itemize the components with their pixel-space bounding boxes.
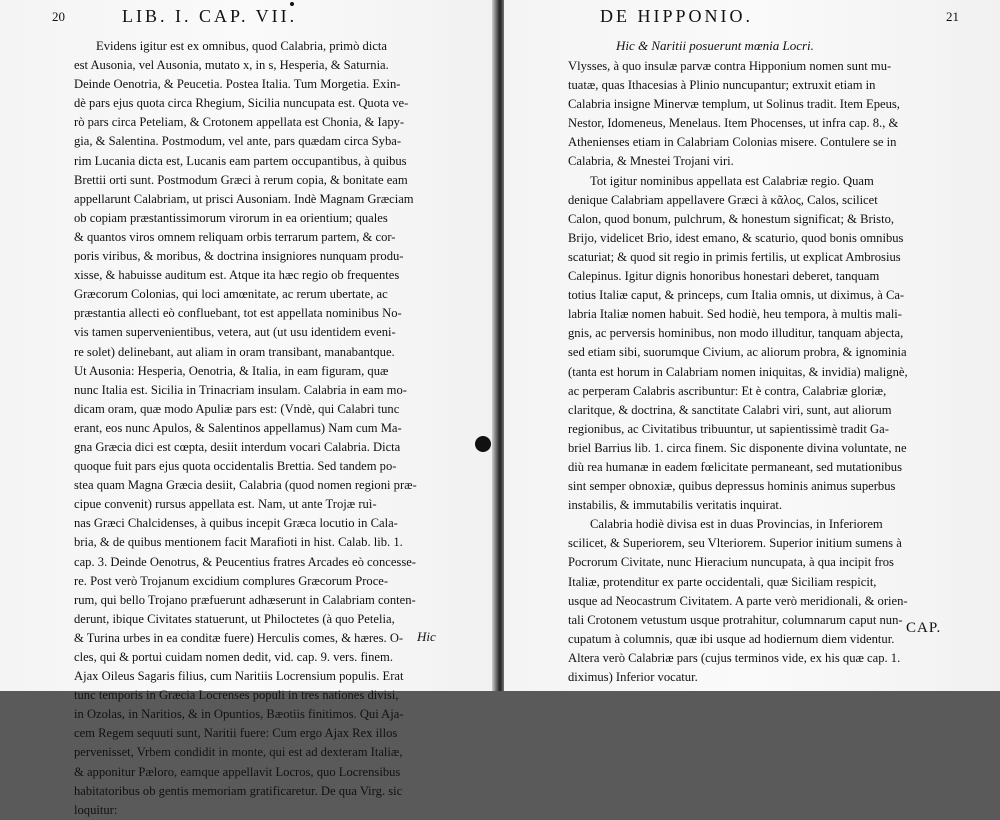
text-line: Vlysses, à quo insulæ parvæ contra Hipponium nomen sunt mu- — [568, 59, 892, 73]
text-line: erant, eos nunc Apulos, & Salentinos appellamus) Nam cum Ma- — [74, 420, 402, 435]
text-line: Calabria insigne Minervæ templum, ut Solinus tradit. Item Epeus, — [568, 97, 900, 112]
text-line: briel Barrius lib. 1. circa finem. Sic disponente divina voluntate, ne — [568, 440, 907, 455]
text-line: usque ad Neocastrum Civitatem. A parte verò meridionali, & orien- — [568, 593, 908, 608]
text-line: Brijo, videlicet Brio, idest emano, & scaturio, quod bonis omnibus — [568, 230, 904, 245]
text-line: dè pars ejus quota circa Rhegium, Sicilia nuncupata est. Quota ve- — [74, 96, 409, 111]
text-line: claritque, & doctrina, & sanctitate Calabri viri, sunt, aut aliorum — [568, 402, 892, 417]
text-line: Nestor, Idomeneus, Menelaus. Item Phocenses, ut infra cap. 8., & — [568, 116, 899, 131]
text-line: cipue convenit) rursus appellata est. Nam, ut ante Trojæ ruì- — [74, 497, 377, 512]
text-line: Deinde Oenotria, & Peucetia. Postea Italia. Tum Morgetia. Exin- — [74, 77, 401, 92]
text-line: rum, qui bello Trojano præfuerunt adhæserunt in Calabriam conten- — [74, 592, 416, 607]
text-line: pervenisset, Vrbem condidit in monte, qui est ad dexteram Italiæ, — [74, 745, 403, 760]
ink-speck — [290, 2, 294, 6]
text-line: tuatæ, quas Ithacesias à Plinio nuncupantur; extruxit etiam in — [568, 78, 876, 93]
text-line: Calon, quod bonum, pulchrum, & honestum significat; & Bristo, — [568, 211, 895, 226]
text-line: re. Post verò Trojanum excidium complures Græcorum Proce- — [74, 573, 389, 588]
ink-blot — [475, 436, 491, 452]
catchword: Hic — [417, 629, 436, 644]
text-line: tunc temporis in Græcia Locrenses populi in tres nationes divisi, — [74, 688, 399, 703]
text-line: instabilis, & immutabilis veritatis inquirat. — [568, 498, 783, 513]
text-line: dicam oram, quæ modo Apuliæ pars est: (Vndè, qui Calabri tunc — [74, 401, 400, 416]
text-line: xisse, & habuisse auditum est. Atque ita hæc regio ob frequentes — [74, 268, 400, 283]
text-line: & quantos viros omnem reliquam orbis terrarum partem, & cor- — [74, 229, 396, 244]
text-line: Athenienses etiam in Calabriam Colonias misere. Contulere se in — [568, 135, 897, 150]
text-line: est Ausonia, vel Ausonia, mutato x, in s, Hesperia, & Saturnia. — [74, 58, 389, 73]
text-line: loquitur: — [74, 802, 118, 817]
text-line: Ut Ausonia: Hesperia, Oenotria, & Italia, in eam figuram, quæ — [74, 363, 389, 378]
text-line: & Turina urbes in ea conditæ fuere) Herculis comes, & hæres. O- — [74, 630, 404, 645]
text-line: cem Regem sequuti sunt, Naritii fuere: Cum ergo Ajax Rex illos — [74, 726, 398, 741]
running-head: DE HIPPONIO. — [600, 6, 753, 26]
text-line: gnis, ac perversis hominibus, non modo illuditur, tanquam abjecta, — [568, 326, 904, 341]
text-line: ac perperam Calabris ascribuntur: Et è contra, Calabriæ gloriæ, — [568, 383, 887, 398]
text-line: scaturiat; & quod sit regio in primis fertilis, ut explicat Ambrosius — [568, 249, 901, 264]
left-page-text — [74, 37, 462, 820]
text-line: quoque fuit pars ejus quota occidentalis Brettia. Sed tandem po- — [74, 459, 397, 474]
verse-line: Hic & Naritii posuerunt mœnia Locri. — [616, 38, 814, 53]
text-line: poris viribus, & moribus, & doctrina insigniores nunquam produ- — [74, 249, 404, 264]
text-line: sint semper obnoxiæ, quibus depressus hominis animus superbus — [568, 479, 896, 494]
running-head: LIB. I. CAP. VII. — [122, 6, 298, 26]
text-line: tali Crotonem vetustum usque protrahitur, columnarum caput nun- — [568, 612, 903, 627]
text-line: (tanta est horum in Calabriam nomen iniquitas, & invidia) malignè, — [568, 364, 908, 379]
text-line: præstantia allecti eò confluebant, tot est appellata nominibus No- — [74, 306, 402, 321]
text-line: in Ozolas, in Naritios, & in Opuntios, Bæotiis finitimos. Qui Aja- — [74, 707, 404, 722]
right-page-text — [568, 57, 956, 687]
text-line: Brettii orti sunt. Postmodum Græci à rerum copia, & bonitate eam — [74, 172, 408, 187]
text-line: rò pars circa Peteliam, & Crotonem appellata est Chonia, & Iapy- — [74, 115, 405, 130]
text-line: re solet) delinebant, aut aliam in oram transibant, manabantque. — [74, 344, 395, 359]
text-line: ob copiam præstantissimorum virorum in ea orientium; quales — [74, 210, 388, 225]
text-line: regionibus, ac Civitatibus tribuuntur, ut sapientissimè tradit Ga- — [568, 421, 889, 436]
page-number: 20 — [52, 9, 65, 24]
text-line: nunc Italia est. Sicilia in Trinacriam insulam. Calabria in eam mo- — [74, 382, 407, 397]
text-line: bria, & de quibus mentionem facit Marafioti in hist. Calab. lib. 1. — [74, 535, 403, 550]
text-line: stea quam Magna Græcia desiit, Calabria (quod nomen regioni præ- — [74, 478, 417, 493]
text-line: denique Calabriam appellavere Græci à κᾶλος, Calos, scilicet — [568, 192, 878, 207]
text-line: totius Italiæ caput, & princeps, cum Italia omnis, ut diximus, à Ca- — [568, 288, 905, 303]
text-line: vis tamen supervenientibus, vetera, aut (ut usu identidem eveni- — [74, 325, 396, 340]
text-line: Calabria hodiè divisa est in duas Provincias, in Inferiorem — [590, 517, 883, 532]
text-line: nas Græci Chalcidenses, à quibus incepit Græca locutio in Cala- — [74, 516, 398, 531]
left-page — [0, 0, 496, 817]
text-line: sed etiam sibi, suorumque Civium, ac aliorum probra, & ignominia — [568, 345, 907, 360]
page-number: 21 — [946, 9, 959, 24]
text-line: gia, & Salentina. Postmodum, vel ante, pars quædam circa Syba- — [74, 134, 402, 149]
text-line: cupatum à columnis, quæ ibi usque ad hodiernum diem videntur. — [568, 631, 895, 646]
text-line: Tot igitur nominibus appellata est Calabriæ regio. Quam — [590, 173, 874, 188]
text-line: derunt, ibique Civitates statuerunt, ut Philoctetes (à quo Petelia, — [74, 611, 395, 626]
catchword: CAP. — [906, 620, 942, 636]
text-line: Italiæ, protenditur ex parte occidentali, quæ Siciliam respicit, — [568, 574, 877, 589]
text-line: habitatoribus ob gentis memoriam gratificaretur. De qua Virg. sic — [74, 783, 403, 798]
text-line: Altera verò Calabriæ pars (cujus terminos vide, ex his quæ cap. 1. — [568, 650, 901, 665]
text-line: Græcorum Colonias, qui loci amœnitate, ac rerum ubertate, ac — [74, 287, 388, 302]
text-line: cap. 3. Deinde Oenotrus, & Peucentius fratres Arcades eò concesse- — [74, 554, 417, 569]
text-line: diximus) Inferior vocatur. — [568, 670, 698, 684]
right-page — [504, 0, 1000, 691]
text-line: Pocrorum Civitate, nunc Hieracium nuncupata, à qua incipit fros — [568, 555, 894, 570]
text-line: cles, qui & portui cuidam nomen dedit, vid. cap. 9. vers. finem. — [74, 650, 393, 664]
text-line: Calepinus. Igitur dignis honoribus honestari deberet, tanquam — [568, 269, 880, 284]
text-line: gna Græcia dici est cœpta, desiit interdum vocari Calabria. Dicta — [74, 439, 401, 454]
text-line: labria Italiæ nomen habuit. Sed hodiè, heu tempora, à multis mali- — [568, 307, 903, 322]
text-line: appellarunt Calabriam, ut prisci Ausoniam. Indè Magnam Græciam — [74, 191, 414, 206]
text-line: Ajax Oileus Sagaris filius, cum Naritiis Locrensium populis. Erat — [74, 669, 404, 684]
text-line: diù rea humanæ in eadem fœlicitate permaneant, sed mutationibus — [568, 459, 902, 474]
text-line: Evidens igitur est ex omnibus, quod Calabria, primò dicta — [96, 39, 388, 53]
text-line: Calabria, & Mnestei Trojani viri. — [568, 154, 734, 169]
text-line: rim Lucania dicta est, Lucanis eam partem occupantibus, à quibus — [74, 153, 407, 168]
text-line: scilicet, & Superiorem, seu Vlteriorem. Superior initium sumens à — [568, 536, 902, 551]
text-line: & apponitur Pæloro, eamque appellavit Locros, quo Locrensibus — [74, 764, 401, 779]
